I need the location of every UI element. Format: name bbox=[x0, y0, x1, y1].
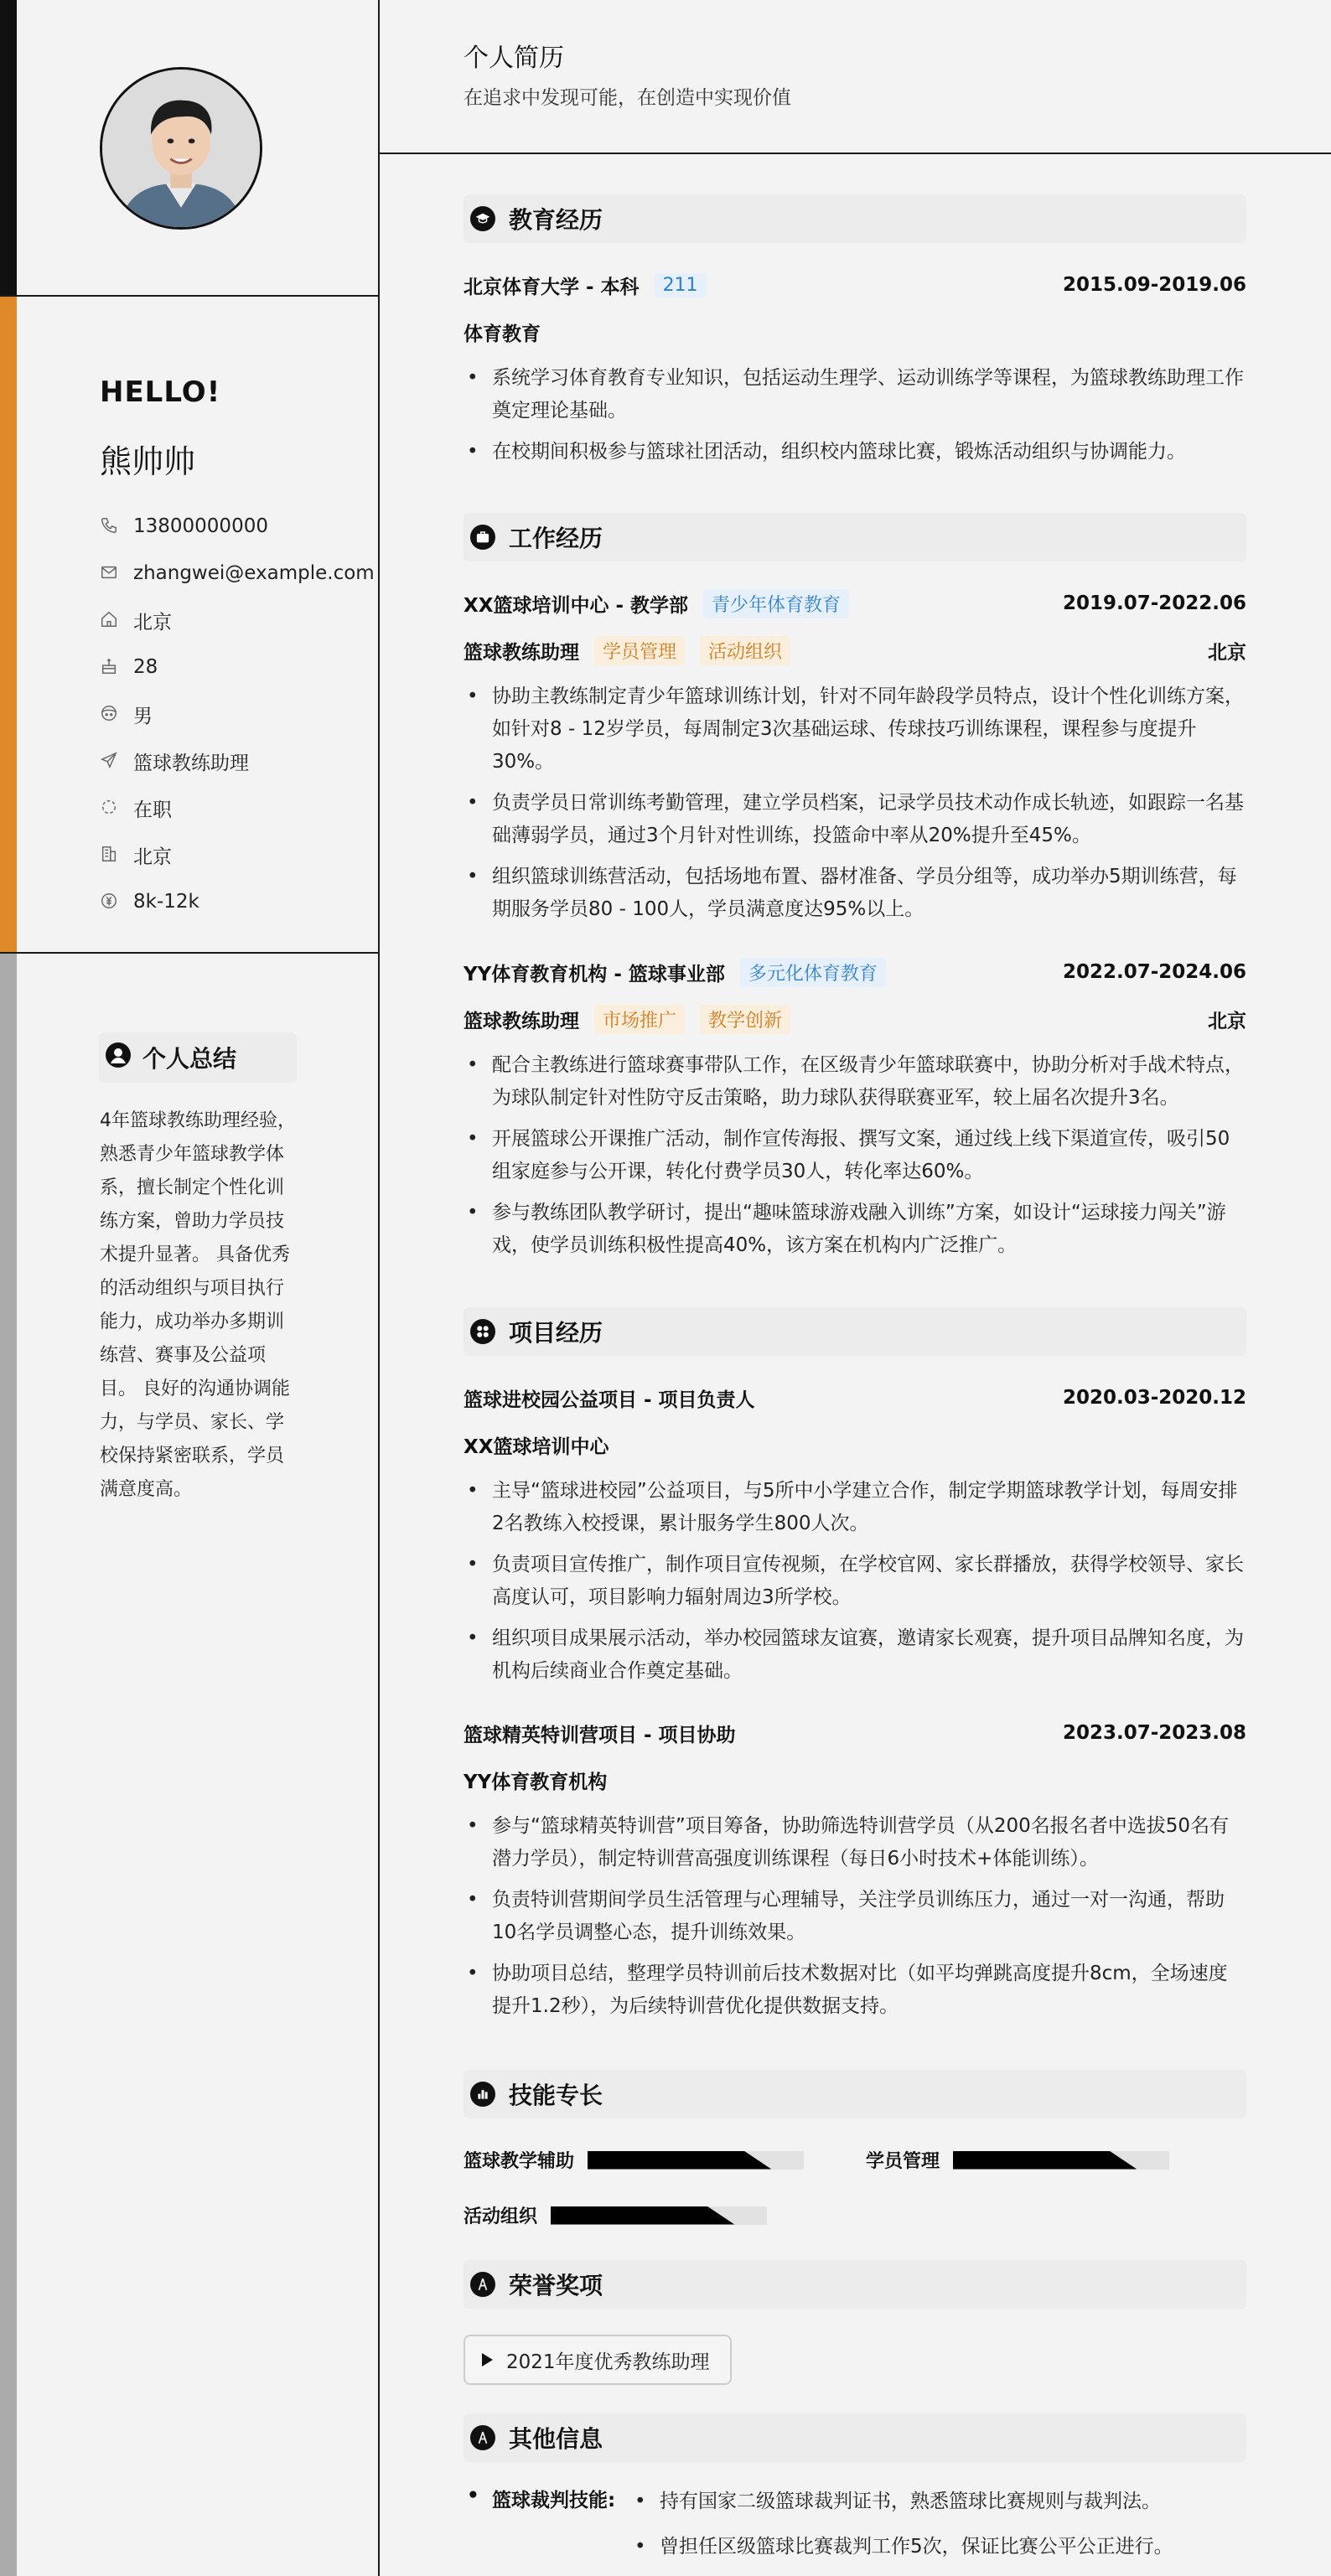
award-text: 2021年度优秀教练助理 bbox=[506, 2351, 710, 2373]
list-item: • 负责学员日常训练考勤管理，建立学员档案，记录学员技术动作成长轨迹，如跟踪一名基础薄弱学员，通过3个月针对性训练，投篮命中率从20%提升至45%。 bbox=[464, 787, 1246, 852]
section-projects bbox=[464, 1307, 1246, 1356]
section-education bbox=[464, 194, 1246, 243]
summary-title-text: 个人总结 bbox=[142, 1045, 237, 1073]
building-icon bbox=[100, 845, 120, 865]
section-title: 荣誉奖项 bbox=[509, 2272, 603, 2299]
position-text: 篮球教练助理 bbox=[133, 752, 249, 774]
job-header bbox=[464, 587, 1246, 620]
section-title: 技能专长 bbox=[509, 2082, 603, 2109]
mail-icon bbox=[100, 563, 120, 583]
job-date: 2022.07-2024.06 bbox=[1062, 961, 1246, 983]
company-tag: 青少年体育教育 bbox=[703, 589, 849, 618]
skill-bar bbox=[953, 2151, 1169, 2170]
compass-icon bbox=[470, 2425, 495, 2450]
info-phone bbox=[100, 503, 375, 550]
briefcase-icon bbox=[470, 525, 495, 550]
info-gender bbox=[100, 691, 375, 737]
major-row bbox=[464, 315, 1246, 349]
education-bullets bbox=[464, 362, 1246, 477]
project-bullets bbox=[464, 1810, 1246, 2031]
job-date: 2019.07-2022.06 bbox=[1062, 592, 1246, 614]
award-item bbox=[464, 2335, 732, 2385]
accent-stripe-gray bbox=[0, 954, 17, 2576]
city-text: 北京 bbox=[133, 611, 172, 634]
list-item: • 在校期间积极参与篮球社团活动，组织校内篮球比赛，锻炼活动组织与协调能力。 bbox=[464, 436, 1246, 468]
project-org: YY体育教育机构 bbox=[464, 1771, 608, 1793]
list-item: • 配合主教练进行篮球赛事带队工作，在区级青少年篮球联赛中，协助分析对手战术特点，为球队制定针对性防守反击策略，助力球队获得联赛亚军，较上届名次提升3名。 bbox=[464, 1049, 1246, 1115]
email-text: zhangwei@example.com bbox=[133, 562, 375, 584]
skill-name: 篮球教学辅助 bbox=[464, 2151, 575, 2172]
list-item: • 曾担任区级篮球比赛裁判工作5次，保证比赛公平公正进行。 bbox=[631, 2530, 1173, 2563]
job-role: 篮球教练助理 bbox=[464, 641, 579, 664]
skill-tag: 市场推广 bbox=[594, 1005, 685, 1034]
money-icon bbox=[100, 892, 120, 912]
grid-icon bbox=[470, 1319, 495, 1344]
job-bullets bbox=[464, 680, 1246, 934]
list-item: • 负责项目宣传推广，制作项目宣传视频，在学校官网、家长群播放，获得学校领导、家长高度认可，项目影响力辐射周边3所学校。 bbox=[464, 1549, 1246, 1614]
list-item: • 参与教练团队教学研讨，提出“趣味篮球游戏融入训练”方案，如设计“运球接力闯关”游戏，使学员训练积极性提高40%，该方案在机构内广泛推广。 bbox=[464, 1197, 1246, 1262]
section-other bbox=[464, 2413, 1246, 2462]
list-item: • 持有国家二级篮球裁判证书，熟悉篮球比赛规则与裁判法。 bbox=[631, 2485, 1173, 2518]
section-work bbox=[464, 513, 1246, 561]
job-role-row bbox=[464, 1002, 1246, 1036]
divider bbox=[0, 295, 380, 297]
skill-item bbox=[464, 2202, 767, 2228]
list-item: • 系统学习体育教育专业知识，包括运动生理学、运动训练学等课程，为篮球教练助理工作奠定理论基础。 bbox=[464, 362, 1246, 427]
info-position bbox=[100, 737, 375, 784]
candidate-name: 熊帅帅 bbox=[100, 443, 196, 480]
skill-name: 活动组织 bbox=[464, 2206, 538, 2227]
list-item: • 协助项目总结，整理学员特训前后技术数据对比（如平均弹跳高度提升8cm，全场速度提升1.2秒），为后续特训营优化提供数据支持。 bbox=[464, 1958, 1246, 2023]
school-name: 北京体育大学 - 本科 bbox=[464, 276, 640, 298]
info-age bbox=[100, 644, 375, 691]
job-role-row bbox=[464, 634, 1246, 667]
list-item: • 协助主教练制定青少年篮球训练计划，针对不同年龄段学员特点，设计个性化训练方案，如针对8 - 12岁学员，每周制定3次基础运球、传球技巧训练课程，课程参与度提升30%。 bbox=[464, 680, 1246, 778]
play-icon bbox=[482, 2353, 493, 2367]
job-header bbox=[464, 955, 1246, 989]
skill-bar-fill bbox=[953, 2151, 1137, 2170]
list-item: • 主导“篮球进校园”公益项目，与5所中小学建立合作，制定学期篮球教学计划，每周安排2名教练入校授课，累计服务学生800人次。 bbox=[464, 1475, 1246, 1540]
section-title: 项目经历 bbox=[509, 1319, 603, 1347]
major: 体育教育 bbox=[464, 323, 541, 345]
project-date: 2023.07-2023.08 bbox=[1062, 1722, 1246, 1744]
send-icon bbox=[100, 751, 120, 771]
compass-icon bbox=[470, 2272, 495, 2297]
company-name: YY体育教育机构 - 篮球事业部 bbox=[464, 963, 725, 985]
skill-bar bbox=[588, 2151, 804, 2170]
skill-tag: 教学创新 bbox=[700, 1005, 790, 1034]
job-role: 篮球教练助理 bbox=[464, 1010, 579, 1032]
accent-stripe-black bbox=[0, 0, 17, 295]
info-city bbox=[100, 597, 375, 644]
project-name: 篮球进校园公益项目 - 项目负责人 bbox=[464, 1389, 755, 1411]
skill-bar bbox=[551, 2206, 767, 2225]
project-header bbox=[464, 1716, 1246, 1750]
face-icon bbox=[100, 704, 120, 724]
list-item: • 负责特训营期间学员生活管理与心理辅导，关注学员训练压力，通过一对一沟通，帮助10名学员调整心态，提升训练效果。 bbox=[464, 1884, 1246, 1949]
section-title: 其他信息 bbox=[509, 2425, 603, 2453]
work-city-text: 北京 bbox=[133, 846, 172, 868]
divider bbox=[0, 952, 380, 954]
page-subtitle: 在追求中发现可能，在创造中实现价值 bbox=[464, 87, 791, 109]
project-date: 2020.03-2020.12 bbox=[1062, 1387, 1246, 1409]
education-header bbox=[464, 268, 1246, 302]
phone-icon bbox=[100, 516, 120, 536]
project-org-row bbox=[464, 1763, 1246, 1797]
skill-item bbox=[866, 2147, 1169, 2173]
company-tag: 多元化体育教育 bbox=[740, 958, 886, 987]
info-work-city bbox=[100, 831, 375, 878]
page-title: 个人简历 bbox=[464, 44, 564, 73]
status-icon bbox=[100, 798, 120, 818]
project-header bbox=[464, 1381, 1246, 1415]
list-item: • 组织篮球训练营活动，包括场地布置、器材准备、学员分组等，成功举办5期训练营，每期服务学员80 - 100人，学员满意度达95%以上。 bbox=[464, 861, 1246, 926]
project-bullets bbox=[464, 1475, 1246, 1696]
other-label: • 篮球裁判技能: bbox=[464, 2485, 615, 2512]
info-salary bbox=[100, 878, 375, 925]
project-name: 篮球精英特训营项目 - 项目协助 bbox=[464, 1724, 736, 1746]
avatar bbox=[100, 67, 262, 230]
phone-text: 13800000000 bbox=[133, 515, 268, 537]
cake-icon bbox=[100, 657, 120, 677]
sidebar bbox=[0, 0, 380, 2576]
list-item: • 参与“篮球精英特训营”项目筹备，协助筛选特训营学员（从200名报名者中选拔50名有潜力学员），制定特训营高强度训练课程（每日6小时技术+体能训练）。 bbox=[464, 1810, 1246, 1875]
contact-info-list bbox=[100, 503, 375, 925]
section-honors bbox=[464, 2260, 1246, 2309]
job-city: 北京 bbox=[1208, 1010, 1246, 1032]
section-title: 工作经历 bbox=[509, 525, 603, 552]
greeting: HELLO! bbox=[100, 375, 221, 409]
job-city: 北京 bbox=[1208, 641, 1246, 664]
other-list bbox=[631, 2485, 1173, 2575]
summary-text: 4年篮球教练助理经验，熟悉青少年篮球教学体系，擅长制定个性化训练方案，曾助力学员技术提升显著。 具备优秀的活动组织与项目执行能力，成功举办多期训练营、赛事及公益项目。 良好的沟通协调能力，与学员、家长、学校保持紧密联系，学员满意度高。 bbox=[100, 1110, 296, 1500]
info-status bbox=[100, 784, 375, 831]
skill-name: 学员管理 bbox=[866, 2151, 940, 2172]
status-text: 在职 bbox=[133, 799, 172, 821]
home-icon bbox=[100, 610, 120, 630]
section-title: 教育经历 bbox=[509, 206, 603, 234]
skill-tag: 学员管理 bbox=[594, 636, 685, 665]
section-skills bbox=[464, 2070, 1246, 2118]
skill-tag: 活动组织 bbox=[700, 636, 790, 665]
info-email bbox=[100, 550, 375, 597]
skill-bar-fill bbox=[551, 2206, 734, 2225]
job-bullets bbox=[464, 1049, 1246, 1270]
skill-bar-fill bbox=[588, 2151, 771, 2170]
company-name: XX篮球培训中心 - 教学部 bbox=[464, 594, 689, 617]
education-date: 2015.09-2019.06 bbox=[1062, 274, 1246, 296]
list-item: • 开展篮球公开课推广活动，制作宣传海报、撰写文案，通过线上线下渠道宣传，吸引50组家庭参与公开课，转化付费学员30人，转化率达60%。 bbox=[464, 1123, 1246, 1188]
project-org: XX篮球培训中心 bbox=[464, 1435, 609, 1458]
user-icon bbox=[106, 1042, 131, 1073]
list-item: • 组织项目成果展示活动，举办校园篮球友谊赛，邀请家长观赛，提升项目品牌知名度，为机构后续商业合作奠定基础。 bbox=[464, 1622, 1246, 1688]
header-divider bbox=[380, 153, 1331, 154]
skill-item bbox=[464, 2147, 804, 2173]
accent-stripe-orange bbox=[0, 295, 17, 954]
graduation-cap-icon bbox=[470, 206, 495, 231]
summary-title bbox=[99, 1032, 297, 1083]
salary-text: 8k-12k bbox=[133, 891, 199, 913]
avatar-portrait-icon bbox=[102, 70, 260, 227]
project-org-row bbox=[464, 1428, 1246, 1461]
school-tag: 211 bbox=[655, 273, 707, 297]
gender-text: 男 bbox=[133, 705, 153, 727]
age-text: 28 bbox=[133, 656, 158, 678]
chart-icon bbox=[470, 2082, 495, 2107]
